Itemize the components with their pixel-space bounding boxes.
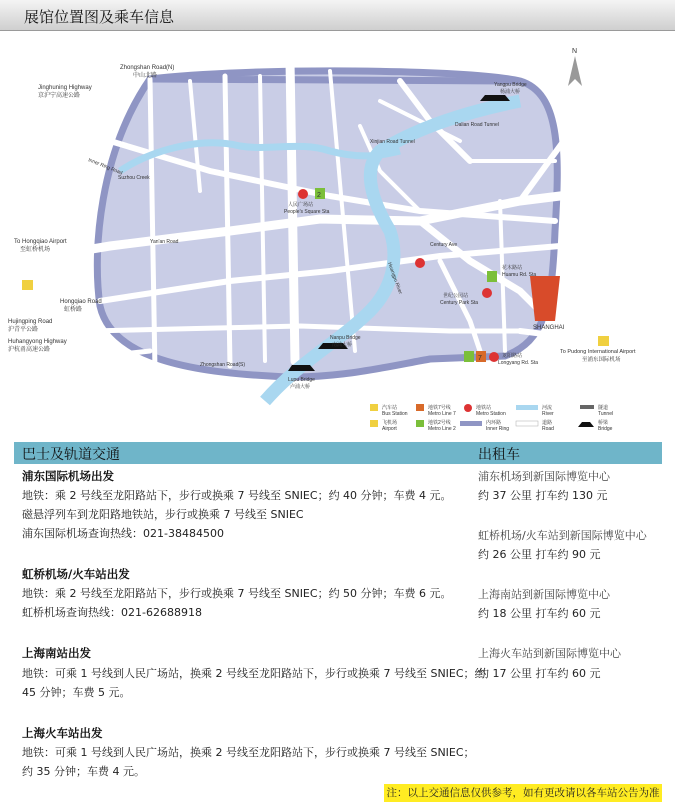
- transit-line: 地铁：可乘 1 号线到人民广场站，换乘 2 号线至龙阳路站下，步行或换乘 7 号线至 SNIEC；约: [22, 667, 486, 680]
- taxi-route: 上海南站到新国际博览中心: [478, 588, 610, 601]
- svg-text:Jinghuning Highway: Jinghuning Highway: [38, 85, 92, 91]
- svg-text:道路: 道路: [542, 420, 553, 426]
- svg-text:Xinjian Road Tunnel: Xinjian Road Tunnel: [370, 139, 415, 145]
- svg-text:卢浦大桥: 卢浦大桥: [290, 384, 311, 390]
- svg-text:Metro Line 7: Metro Line 7: [428, 411, 456, 417]
- svg-text:Century Park Sta: Century Park Sta: [440, 300, 479, 306]
- svg-text:花木路站: 花木路站: [502, 265, 523, 271]
- svg-text:沪杭甬高速公路: 沪杭甬高速公路: [8, 347, 51, 353]
- svg-text:龙阳路站: 龙阳路站: [502, 353, 523, 359]
- svg-text:People's Square Sta: People's Square Sta: [284, 209, 330, 215]
- bus-rail-title: 巴士及轨道交通: [22, 447, 120, 463]
- svg-text:杨浦大桥: 杨浦大桥: [500, 89, 521, 95]
- svg-text:地铁2号线: 地铁2号线: [428, 420, 451, 426]
- taxi-detail: 约 18 公里 打车约 60 元: [478, 607, 601, 620]
- compass-icon: [568, 48, 582, 86]
- svg-text:Huhangyong Highway: Huhangyong Highway: [8, 339, 67, 345]
- svg-text:Tunnel: Tunnel: [598, 411, 614, 417]
- svg-text:地铁7号线: 地铁7号线: [428, 405, 451, 411]
- svg-text:Road: Road: [542, 426, 554, 432]
- transit-line: 地铁：乘 2 号线至龙阳路站下，步行或换乘 7 号线至 SNIEC；约 50 分钟；车费 6 元。: [22, 587, 452, 600]
- taxi-route: 浦东机场到新国际博览中心: [478, 470, 610, 483]
- page-header: [0, 0, 675, 31]
- svg-text:Longyang Rd. Sta: Longyang Rd. Sta: [498, 360, 539, 366]
- svg-text:京沪宁高速公路: 京沪宁高速公路: [38, 93, 81, 99]
- taxi-route: 虹桥机场/火车站到新国际博览中心: [478, 529, 647, 542]
- svg-text:2: 2: [317, 192, 321, 199]
- transit-line: 虹桥机场查询热线：021-62688918: [22, 606, 202, 619]
- svg-text:N: N: [572, 48, 578, 55]
- svg-text:Yan'an Road: Yan'an Road: [150, 239, 179, 245]
- svg-text:Nanpu Bridge: Nanpu Bridge: [330, 335, 361, 341]
- svg-text:地铁站: 地铁站: [476, 405, 492, 411]
- svg-text:Inner Ring: Inner Ring: [486, 426, 510, 432]
- svg-text:河流: 河流: [542, 405, 553, 411]
- svg-text:River: River: [542, 411, 554, 417]
- svg-text:Hongqiao Road: Hongqiao Road: [60, 299, 102, 305]
- svg-text:内环路: 内环路: [486, 420, 502, 426]
- svg-text:中山北路: 中山北路: [133, 73, 158, 79]
- svg-text:Zhongshan Road(S): Zhongshan Road(S): [200, 362, 246, 368]
- taxi-detail: 约 26 公里 打车约 90 元: [478, 548, 601, 561]
- svg-text:To Hongqiao Airport: To Hongqiao Airport: [14, 239, 67, 245]
- svg-text:至虹桥机场: 至虹桥机场: [20, 247, 51, 253]
- transit-info: [14, 464, 662, 784]
- svg-text:Huangpu River: Huangpu River: [386, 261, 404, 296]
- svg-text:Bridge: Bridge: [598, 426, 613, 432]
- transit-line: 地铁：可乘 1 号线到人民广场站，换乘 2 号线至龙阳路站下，步行或换乘 7 号线至 SNIEC；: [22, 746, 475, 759]
- svg-text:Yangpu Bridge: Yangpu Bridge: [494, 82, 527, 88]
- svg-text:Bus Station: Bus Station: [382, 411, 408, 417]
- disclaimer-note: 注：以上交通信息仅供参考，如有更改请以各车站公告为准: [384, 784, 662, 802]
- hongqiao-airport-icon: [22, 280, 33, 290]
- svg-text:Hujingping Road: Hujingping Road: [8, 319, 53, 325]
- taxi-detail: 约 17 公里 打车约 60 元: [478, 667, 601, 680]
- svg-text:Dalian Road Tunnel: Dalian Road Tunnel: [455, 122, 499, 128]
- transit-line: 浦东国际机场查询热线：021-38484500: [22, 527, 224, 540]
- svg-text:7: 7: [478, 355, 482, 362]
- svg-text:至浦东国际机场: 至浦东国际机场: [582, 357, 621, 363]
- svg-text:桥梁: 桥梁: [598, 420, 609, 426]
- section-header-bar: [14, 442, 662, 464]
- svg-text:隧道: 隧道: [598, 405, 609, 411]
- svg-text:Zhongshan Road(N): Zhongshan Road(N): [120, 65, 175, 71]
- map-legend: [370, 404, 613, 432]
- svg-text:南浦大桥: 南浦大桥: [332, 342, 353, 348]
- taxi-title: 出租车: [478, 447, 520, 463]
- transit-heading: 上海南站出发: [22, 646, 91, 660]
- taxi-detail: 约 37 公里 打车约 130 元: [478, 489, 608, 502]
- transit-line: 磁悬浮列车到龙阳路地铁站，步行或换乘 7 号线至 SNIEC: [22, 508, 304, 521]
- transit-heading: 浦东国际机场出发: [22, 469, 114, 483]
- svg-text:虹桥路: 虹桥路: [64, 307, 83, 313]
- svg-text:SHANGHAI: SHANGHAI: [533, 325, 565, 331]
- svg-text:Suzhou Creek: Suzhou Creek: [118, 175, 150, 181]
- svg-text:Lupu Bridge: Lupu Bridge: [288, 377, 315, 383]
- transit-heading: 上海火车站出发: [22, 726, 103, 740]
- transit-heading: 虹桥机场/火车站出发: [22, 567, 130, 581]
- svg-text:Airport: Airport: [382, 426, 397, 432]
- taxi-route: 上海火车站到新国际博览中心: [478, 647, 621, 660]
- svg-text:Century Ave: Century Ave: [430, 242, 458, 248]
- pudong-airport-icon: [598, 336, 609, 346]
- transit-line: 45 分钟；车费 5 元。: [22, 686, 131, 699]
- transit-line: 约 35 分钟；车费 4 元。: [22, 765, 145, 778]
- svg-text:人民广场站: 人民广场站: [288, 202, 314, 208]
- svg-text:飞机场: 飞机场: [382, 420, 398, 426]
- svg-text:Inner Ring Road: Inner Ring Road: [87, 157, 124, 177]
- svg-text:Metro Station: Metro Station: [476, 411, 506, 417]
- location-map: [0, 31, 675, 436]
- svg-text:世纪公园站: 世纪公园站: [443, 293, 469, 299]
- svg-text:Huamu Rd. Sta: Huamu Rd. Sta: [502, 272, 537, 278]
- svg-text:Metro Line 2: Metro Line 2: [428, 426, 456, 432]
- svg-text:To Pudong International Airpor: To Pudong International Airport: [560, 349, 636, 355]
- page-title: 展馆位置图及乘车信息: [24, 8, 175, 26]
- transit-line: 地铁：乘 2 号线至龙阳路站下，步行或换乘 7 号线至 SNIEC；约 40 分钟；车费 4 元。: [22, 489, 452, 502]
- svg-text:沪青平公路: 沪青平公路: [8, 327, 39, 333]
- svg-text:汽车站: 汽车站: [382, 405, 398, 411]
